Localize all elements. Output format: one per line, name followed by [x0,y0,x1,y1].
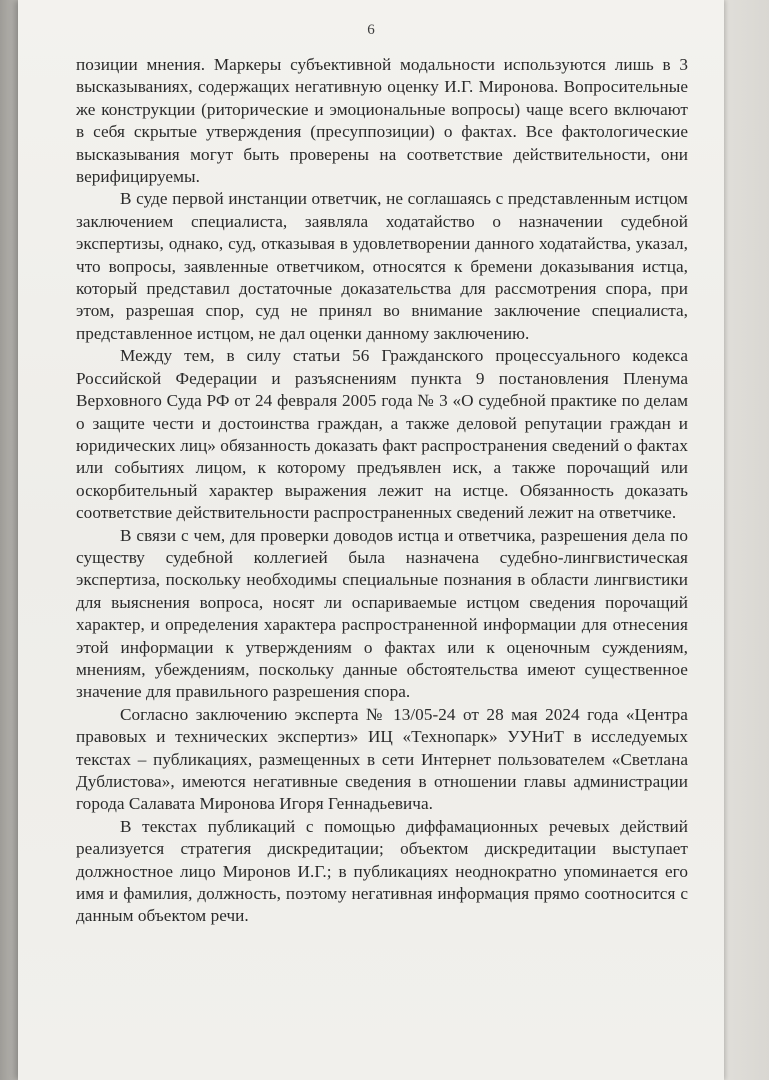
paragraph-1: позиции мнения. Маркеры субъективной модальности используются лишь в 3 высказываниях, содержащих негативную оценку И.Г. Миронова. Вопросительные же конструкции (риторические и эмоциональные вопросы) чаще всего включают в себя скрытые утверждения (пресуппозиции) о фактах. Все фактологические высказывания могут быть проверены на соответствие действительности, они верифицируемы. [76,55,688,187]
document-text [76,54,688,928]
page-number: 6 [367,22,375,38]
paragraph-2: В суде первой инстанции ответчик, не соглашаясь с представленным истцом заключением специалиста, заявляла ходатайство о назначении судебной экспертизы, однако, суд, отказывая в удовлетворении данного ходатайства, указал, что вопросы, заявленные ответчиком, относятся к бремени доказывания истца, который представил достаточные доказательства для рассмотрения спора, при этом, разрешая спор, суд не принял во внимание заключение специалиста, представленное истцом, не дал оценки данному заключению. [76,189,688,343]
paragraph-4: В связи с чем, для проверки доводов истца и ответчика, разрешения дела по существу судебной коллегией была назначена судебно-лингвистическая экспертиза, поскольку необходимы специальные познания в области лингвистики для выяснения вопроса, носят ли оспариваемые истцом сведения порочащий характер, и определения характера распространенной информации для отнесения этой информации к утверждениям о фактах или к оценочным суждениям, мнениям, убеждениям, поскольку данные обстоятельства имеют существенное значение для правильного разрешения спора. [76,525,688,702]
paragraph-6: В текстах публикаций с помощью диффамационных речевых действий реализуется стратегия дискредитации; объектом дискредитации выступает должностное лицо Миронов И.Г.; в публикациях неоднократно упоминается его имя и фамилия, должность, поэтому негативная информация прямо соотносится с данным объектом речи. [76,816,688,926]
document-page [18,0,724,1080]
paragraph-3: Между тем, в силу статьи 56 Гражданского процессуального кодекса Российской Федерации и разъяснениям пункта 9 постановления Пленума Верховного Суда РФ от 24 февраля 2005 года № 3 «О судебной практике по делам о защите чести и достоинства граждан, а также деловой репутации граждан и юридических лиц» обязанность доказать факт распространения сведений о фактах или событиях лицом, к которому предъявлен иск, а также порочащий или оскорбительный характер выражения лежит на истце. Обязанность доказать соответствие действительности распространенных сведений лежит на ответчике. [76,346,688,523]
paragraph-5: Согласно заключению эксперта № 13/05-24 от 28 мая 2024 года «Центра правовых и технических экспертиз» ИЦ «Технопарк» УУНиТ в исследуемых текстах – публикациях, размещенных в сети Интернет пользователем «Светлана Дублистова», имеются негативные сведения в отношении главы администрации города Салавата Миронова Игоря Геннадьевича. [76,704,688,814]
